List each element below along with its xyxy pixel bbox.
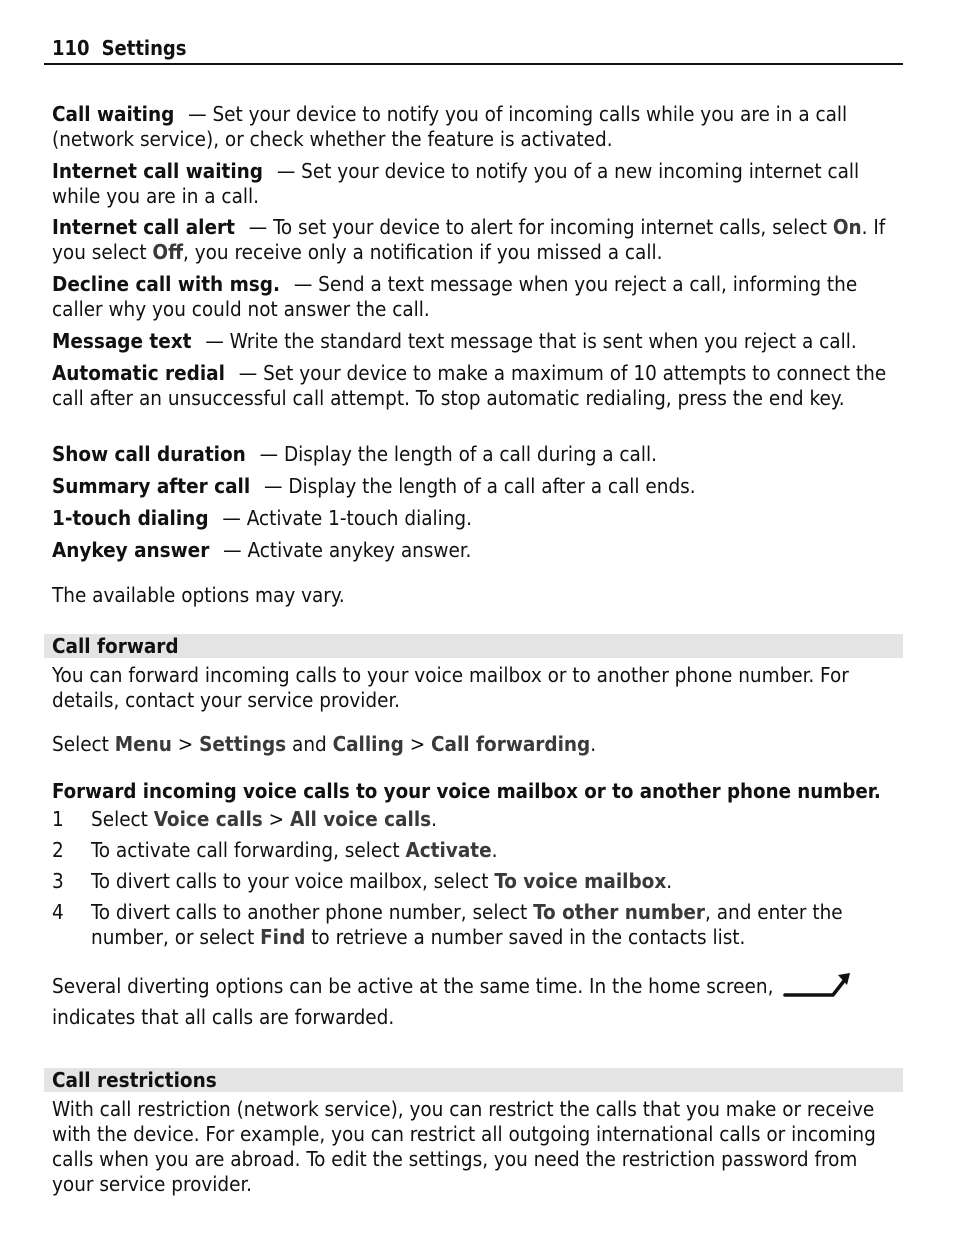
diverting-note (52, 971, 898, 1030)
setting-term: Show call duration (52, 442, 246, 466)
setting-term: Anykey answer (52, 538, 210, 562)
call-restrictions-intro: With call restriction (network service), you can restrict the calls that you make or receive with the device. For example, you can restrict all outgoing international calls or incoming calls when you are abroad. To edit the settings, you need the restriction password from your service provider. (52, 1097, 876, 1196)
setting-description: — Display the length of a call during a call. (259, 442, 657, 466)
step-text: To activate call forwarding, select Activate. (91, 838, 498, 862)
ui-to-other-number: To other number (533, 900, 706, 924)
setting-description: — Send a text message when you reject a call, informing the caller why you could not answer the call. (52, 272, 858, 321)
setting-description: — Set your device to notify you of a new incoming internet call while you are in a call. (52, 159, 860, 208)
setting-term: Message text (52, 329, 192, 353)
page-number: 110 (52, 36, 90, 60)
path-settings: Settings (199, 732, 287, 756)
setting-decline-call-with-msg (52, 272, 898, 322)
path-calling: Calling (332, 732, 404, 756)
section-title: Call restrictions (52, 1068, 217, 1092)
option-off: Off (152, 240, 184, 264)
menu-path (52, 732, 898, 757)
diverting-text: Several diverting options can be active at the same time. In the home screen, (52, 974, 774, 998)
call-forward-intro: You can forward incoming calls to your voice mailbox or to another phone number. For details, contact your service provider. (52, 663, 849, 712)
setting-term: Internet call waiting (52, 159, 263, 183)
header-section-title: Settings (101, 36, 187, 60)
diverting-text: indicates that all calls are forwarded. (52, 1005, 395, 1029)
setting-description: — Display the length of a call after a call ends. (264, 474, 696, 498)
setting-term: Internet call alert (52, 215, 235, 239)
setting-description: — Activate 1-touch dialing. (222, 506, 473, 530)
ui-activate: Activate (405, 838, 492, 862)
setting-show-call-duration (52, 442, 898, 467)
section-title: Call forward (52, 634, 179, 658)
setting-internet-call-waiting (52, 159, 898, 209)
step-text: To divert calls to another phone number, select To other number, and enter the number, or select Find to retrieve a number saved in the contacts list. (91, 900, 843, 949)
path-call-forwarding: Call forwarding (431, 732, 591, 756)
setting-internet-call-alert (52, 215, 898, 265)
availability-note: The available options may vary. (52, 583, 345, 607)
setting-term: Call waiting (52, 102, 175, 126)
section-heading-call-restrictions (44, 1068, 903, 1092)
step-number: 4 (52, 900, 64, 924)
setting-automatic-redial (52, 361, 898, 411)
setting-description: — Activate anykey answer. (223, 538, 472, 562)
setting-term: 1-touch dialing (52, 506, 209, 530)
option-on: On (832, 215, 862, 239)
setting-description: — To set your device to alert for incoming internet calls, select (248, 215, 833, 239)
path-text: Select (52, 732, 115, 756)
setting-1-touch-dialing (52, 506, 898, 531)
step-number: 3 (52, 869, 64, 893)
setting-description: — Set your device to notify you of incoming calls while you are in a call (network service), or check whether the feature is activated. (52, 102, 848, 151)
path-separator: > (403, 732, 432, 756)
path-text: and (286, 732, 333, 756)
task-heading: Forward incoming voice calls to your voice mailbox or to another phone number. (52, 779, 881, 803)
section-heading-call-forward (44, 634, 903, 658)
step-text: Select Voice calls > All voice calls. (91, 807, 437, 831)
setting-term: Automatic redial (52, 361, 225, 385)
setting-summary-after-call (52, 474, 898, 499)
step-number: 2 (52, 838, 64, 862)
setting-term: Decline call with msg. (52, 272, 281, 296)
setting-call-waiting (52, 102, 898, 152)
path-separator: > (171, 732, 200, 756)
running-header (44, 36, 903, 65)
ui-find: Find (260, 925, 306, 949)
ui-voice-calls: Voice calls (153, 807, 263, 831)
setting-message-text (52, 329, 898, 354)
path-text: . (590, 732, 597, 756)
ui-all-voice-calls: All voice calls (289, 807, 432, 831)
step-number: 1 (52, 807, 64, 831)
ui-to-voice-mailbox: To voice mailbox (494, 869, 667, 893)
setting-term: Summary after call (52, 474, 251, 498)
setting-description-cont: , you receive only a notification if you missed a call. (183, 240, 663, 264)
step-text: To divert calls to your voice mailbox, select To voice mailbox. (91, 869, 673, 893)
path-menu: Menu (114, 732, 172, 756)
setting-description: — Set your device to make a maximum of 10 attempts to connect the call after an unsuccessful call attempt. To stop automatic redialing, press the end key. (52, 361, 887, 410)
call-forward-icon (783, 971, 851, 1005)
setting-anykey-answer (52, 538, 898, 563)
setting-description: — Write the standard text message that is sent when you reject a call. (205, 329, 857, 353)
setting-description-cont: . If you select (52, 215, 886, 264)
